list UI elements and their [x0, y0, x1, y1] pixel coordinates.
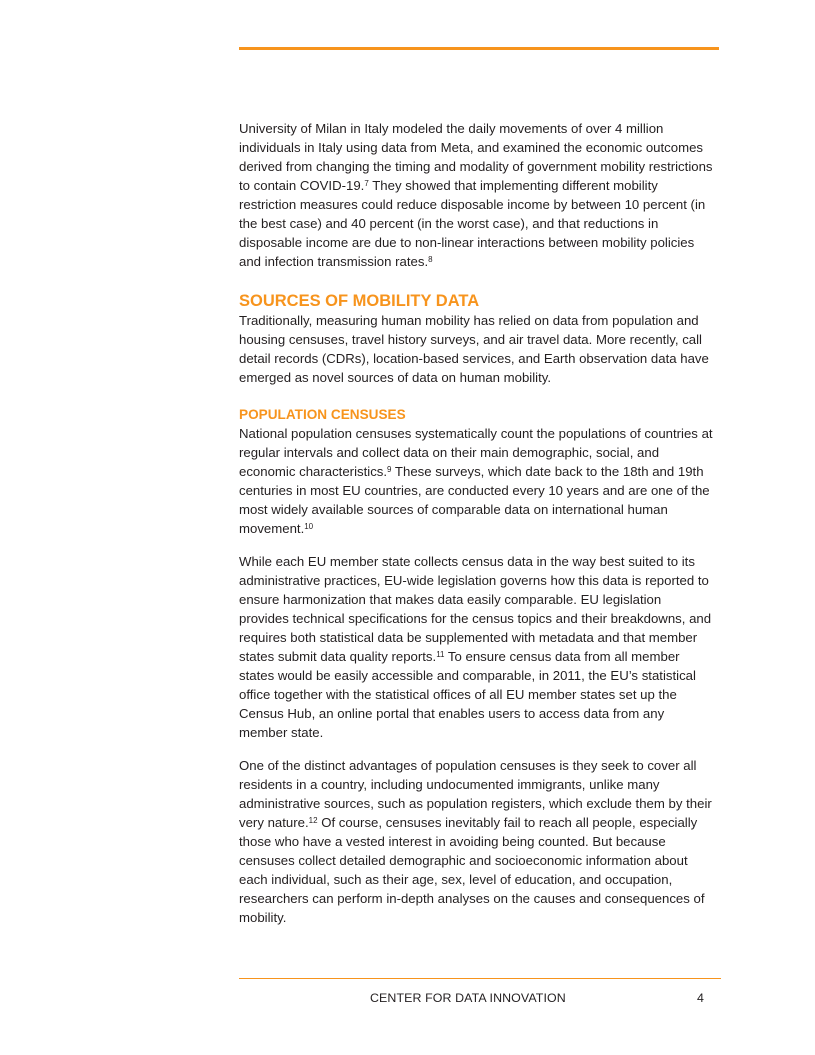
footer-organization: CENTER FOR DATA INNOVATION [370, 991, 566, 1005]
footnote-ref[interactable]: 11 [436, 650, 445, 659]
census-p2-text: While each EU member state collects census data in the way best suited to its administrative practices, EU-wide legislation governs how this data is reported to ensure harmonization that makes data easily comparable. EU legislation provides technical specifications for the census topics and their breakdowns, and requires both statistical data be supplemented with metadata and that member states submit data quality reports. [239, 554, 712, 664]
section-heading-sources: SOURCES OF MOBILITY DATA [239, 292, 480, 310]
census-paragraph-1 [239, 424, 714, 538]
subsection-heading-censuses: POPULATION CENSUSES [239, 407, 406, 422]
census-paragraph-2 [239, 552, 714, 742]
footnote-ref[interactable]: 9 [387, 465, 392, 474]
intro-text: University of Milan in Italy modeled the daily movements of over 4 million individuals in Italy using data from Meta, and examined the economic outcomes derived from changing the timing and modality of government mobility restrictions to contain COVID-19. [239, 121, 713, 193]
footer-rule [239, 978, 721, 979]
intro-text-continued: They showed that implementing different mobility restriction measures could reduce disposable income by between 10 percent (in the best case) and 40 percent (in the worst case), and that reductions in disposable income are due to non-linear interactions between mobility policies and infection transmission rates. [239, 178, 706, 269]
census-p1-text: National population censuses systematically count the populations of countries at regular intervals and collect data on their main demographic, social, and economic characteristics. [239, 426, 713, 479]
census-p3-text: One of the distinct advantages of population censuses is they seek to cover all residents in a country, including undocumented immigrants, unlike many administrative sources, such as population registers, which exclude them by their very nature. [239, 758, 712, 830]
page-body [239, 119, 714, 941]
header-rule [239, 47, 719, 50]
census-paragraph-3 [239, 756, 714, 927]
footnote-ref[interactable]: 12 [308, 816, 318, 825]
footnote-ref[interactable]: 7 [364, 179, 369, 188]
census-p3-text-continued: Of course, censuses inevitably fail to reach all people, especially those who have a vested interest in avoiding being counted. But because censuses collect detailed demographic and socioeconomic information about each individual, such as their age, sex, level of education, and occupation, researchers can perform in-depth analyses on the causes and consequences of mobility. [239, 815, 705, 925]
intro-paragraph [239, 119, 714, 271]
footnote-ref[interactable]: 8 [428, 255, 433, 264]
census-p2-text-continued: To ensure census data from all member states would be easily accessible and comparable, in 2011, the EU’s statistical office together with the statistical offices of all EU member states set up the Census Hub, an online portal that enables users to access data from any member state. [239, 649, 696, 740]
footnote-ref[interactable]: 10 [304, 522, 314, 531]
page-number: 4 [697, 991, 704, 1005]
sources-paragraph: Traditionally, measuring human mobility has relied on data from population and housing censuses, travel history surveys, and air travel data. More recently, call detail records (CDRs), location-based services, and Earth observation data have emerged as novel sources of data on human mobility. [239, 313, 709, 385]
census-p1-text-continued: These surveys, which date back to the 18th and 19th centuries in most EU countries, are conducted every 10 years and are one of the most widely available sources of comparable data on international human movement. [239, 464, 710, 536]
